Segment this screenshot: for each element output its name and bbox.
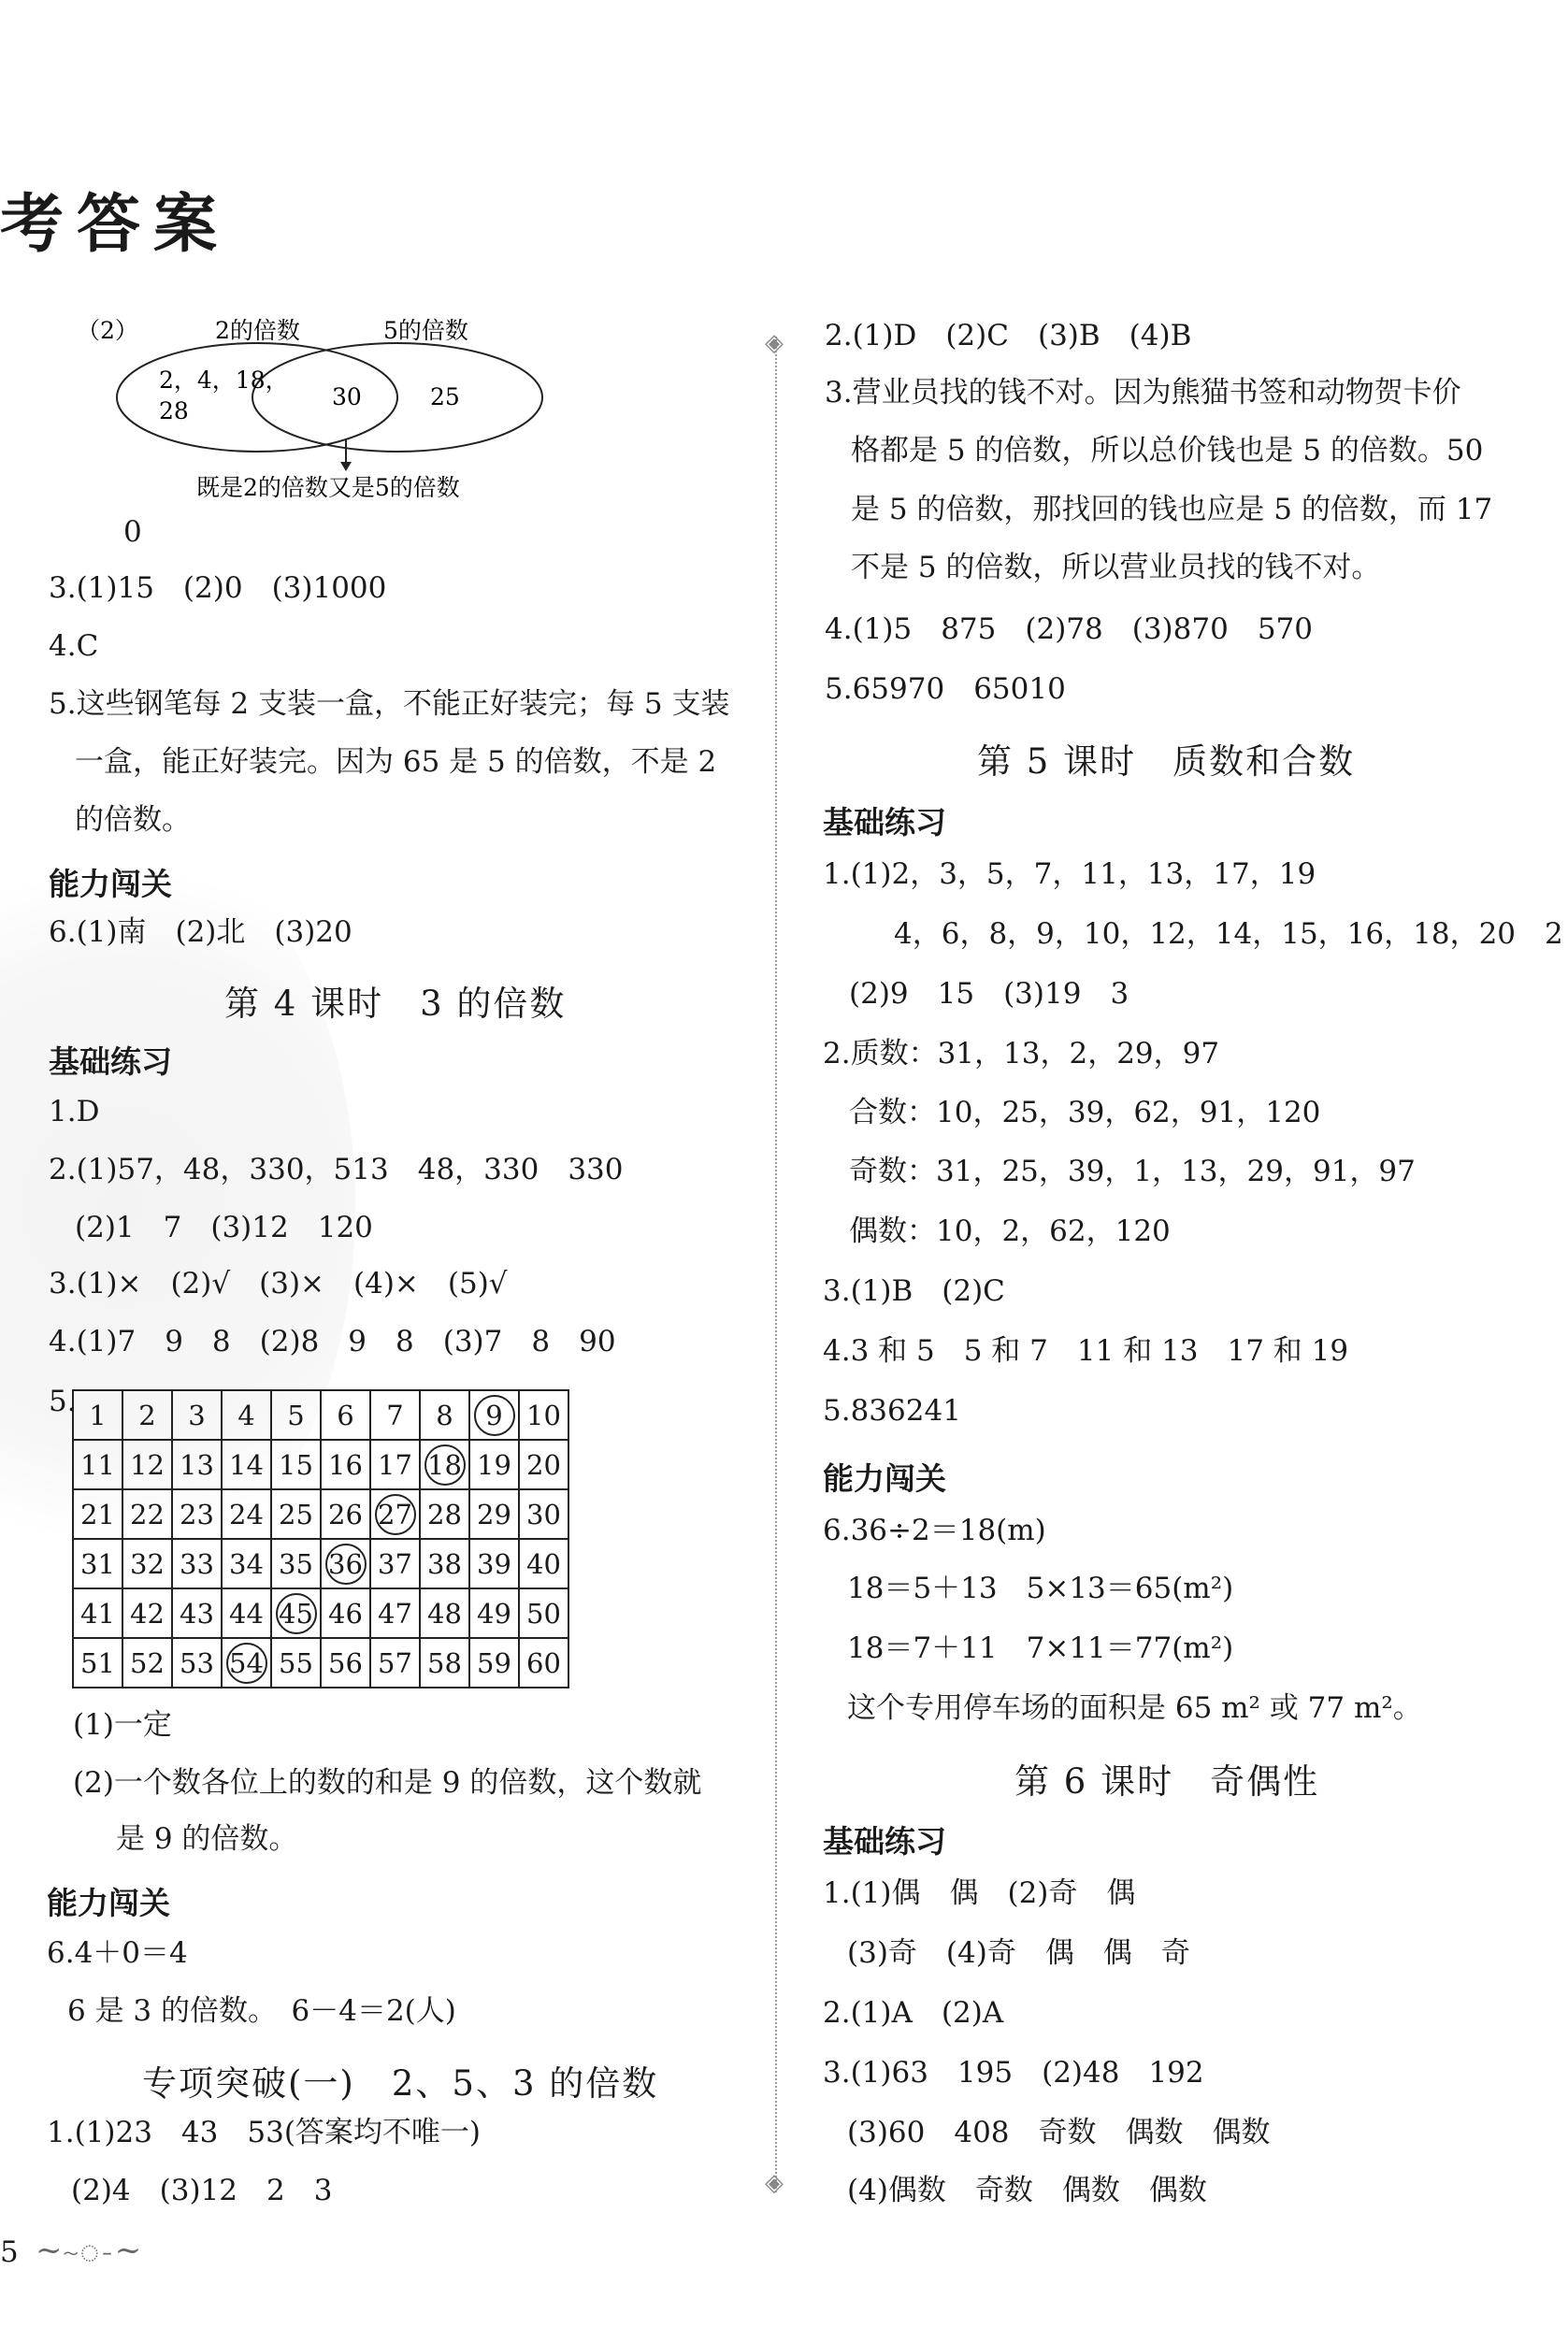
page-number: 5 [0, 2235, 19, 2269]
section-ability-4: 能力闯关 [47, 1885, 170, 1921]
lesson5-q6-line1: 6.36÷2＝18(m) [823, 1514, 1046, 1547]
lesson-5-heading: 第 5 课时 质数和合数 [977, 741, 1356, 782]
grid-cell: 55 [271, 1638, 321, 1688]
hundred-grid [72, 1389, 569, 1688]
venn-a-values-1: 2，4，18， [159, 366, 289, 394]
grid-cell: 52 [122, 1638, 172, 1688]
circled-number: 45 [276, 1593, 317, 1634]
venn-zero-answer: 0 [123, 515, 142, 549]
lesson6-q3-line2: (3)60 408 奇数 偶数 偶数 [847, 2116, 1271, 2149]
venn-set-a-label: 2的倍数 [215, 317, 300, 344]
venn-set-b-label: 5的倍数 [383, 317, 468, 344]
grid-cell: 50 [519, 1588, 568, 1638]
lesson4-q5-answer2-line1: (2)一个数各位上的数的和是 9 的倍数，这个数就 [73, 1766, 702, 1800]
grid-cell: 25 [271, 1489, 321, 1539]
grid-cell: 19 [469, 1440, 519, 1489]
grid-cell: 59 [469, 1638, 519, 1688]
circled-number: 18 [424, 1444, 466, 1486]
grid-cell: 57 [370, 1638, 420, 1688]
grid-cell-circled [321, 1539, 370, 1588]
grid-cell: 30 [519, 1489, 568, 1539]
lesson6-q1-line1: 1.(1)偶 偶 (2)奇 偶 [823, 1876, 1136, 1910]
section-basic-5: 基础练习 [823, 804, 946, 841]
lesson4-q5-label: 5. [49, 1385, 77, 1418]
grid-cell: 12 [122, 1440, 172, 1489]
lesson4-q2-line2: (2)1 7 (3)12 120 [75, 1211, 373, 1244]
grid-cell: 48 [420, 1588, 469, 1638]
grid-cell: 32 [122, 1539, 172, 1588]
grid-row [73, 1489, 568, 1539]
left-q5-line1: 5.这些钢笔每 2 支装一盒，不能正好装完；每 5 支装 [49, 687, 730, 721]
lesson4-q6-line2: 6 是 3 的倍数。 6－4＝2(人) [67, 1994, 456, 2028]
grid-cell: 38 [420, 1539, 469, 1588]
venn-a-values-2: 28 [159, 397, 189, 424]
lesson6-q3-line1: 3.(1)63 195 (2)48 192 [823, 2056, 1204, 2090]
grid-cell: 5 [271, 1390, 321, 1440]
knot-ornament-top-icon: ◈ [765, 329, 784, 357]
grid-cell: 20 [519, 1440, 568, 1489]
grid-cell: 17 [370, 1440, 420, 1489]
special-q1-line1: 1.(1)23 43 53(答案均不唯一) [47, 2116, 482, 2149]
grid-cell: 4 [222, 1390, 271, 1440]
lesson5-q2-line4: 偶数：10，2，62，120 [849, 1214, 1171, 1248]
venn-question-label: （2） [77, 317, 138, 344]
page-title: 考答案 [0, 187, 231, 262]
venn-intersection-value: 30 [332, 383, 362, 410]
lesson5-q2-line1: 2.质数：31，13，2，29，97 [823, 1037, 1220, 1070]
grid-cell: 7 [370, 1390, 420, 1440]
grid-cell: 33 [172, 1539, 222, 1588]
grid-cell: 37 [370, 1539, 420, 1588]
grid-cell: 49 [469, 1588, 519, 1638]
lesson4-q4: 4.(1)7 9 8 (2)8 9 8 (3)7 8 90 [49, 1325, 616, 1358]
lesson5-q6-line3: 18＝7＋11 7×11＝77(m²) [847, 1631, 1234, 1665]
grid-cell: 60 [519, 1638, 568, 1688]
grid-cell: 8 [420, 1390, 469, 1440]
lesson5-q1-line1: 1.(1)2，3，5，7，11，13，17，19 [823, 857, 1316, 891]
lesson5-q4: 4.3 和 5 5 和 7 11 和 13 17 和 19 [823, 1334, 1349, 1368]
lesson4-q6-line1: 6.4＋0＝4 [47, 1936, 188, 1970]
left-q4: 4.C [49, 629, 99, 663]
grid-cell-circled [271, 1588, 321, 1638]
grid-cell: 58 [420, 1638, 469, 1688]
lesson4-q5-answer1: (1)一定 [73, 1708, 172, 1742]
grid-cell-circled [370, 1489, 420, 1539]
lesson4-q3: 3.(1)× (2)√ (3)× (4)× (5)√ [49, 1267, 508, 1300]
special-q1-line2: (2)4 (3)12 2 3 [71, 2174, 333, 2207]
grid-cell: 16 [321, 1440, 370, 1489]
grid-cell: 2 [122, 1390, 172, 1440]
grid-cell: 23 [172, 1489, 222, 1539]
circled-number: 54 [226, 1643, 267, 1684]
venn-b-values: 25 [430, 383, 460, 410]
grid-cell: 28 [420, 1489, 469, 1539]
grid-row [73, 1440, 568, 1489]
right-q4: 4.(1)5 875 (2)78 (3)870 570 [825, 612, 1313, 646]
lesson5-q3: 3.(1)B (2)C [823, 1274, 1005, 1308]
right-q3-line3: 是 5 的倍数，那找回的钱也应是 5 的倍数，而 17 [851, 493, 1493, 526]
grid-cell: 35 [271, 1539, 321, 1588]
grid-cell: 43 [172, 1588, 222, 1638]
venn-arrow-head [340, 462, 352, 471]
lesson6-q1-line2: (3)奇 (4)奇 偶 偶 奇 [847, 1936, 1190, 1970]
grid-cell: 47 [370, 1588, 420, 1638]
grid-cell: 46 [321, 1588, 370, 1638]
grid-cell: 56 [321, 1638, 370, 1688]
venn-diagram [56, 309, 598, 514]
grid-cell: 40 [519, 1539, 568, 1588]
lesson5-q2-line3: 奇数：31，25，39，1，13，29，91，97 [849, 1155, 1416, 1188]
column-divider [775, 337, 777, 2192]
grid-cell-circled [222, 1638, 271, 1688]
lesson5-q6-line4: 这个专用停车场的面积是 65 m² 或 77 m²。 [847, 1691, 1422, 1725]
grid-cell: 41 [73, 1588, 122, 1638]
grid-cell: 39 [469, 1539, 519, 1588]
grid-cell: 34 [222, 1539, 271, 1588]
special-heading: 专项突破(一) 2、5、3 的倍数 [142, 2063, 659, 2104]
grid-cell: 53 [172, 1638, 222, 1688]
lesson5-q1-line2: 4，6，8，9，10，12，14，15，16，18，20 2 [894, 917, 1563, 951]
lesson-4-heading: 第 4 课时 3 的倍数 [224, 984, 567, 1024]
grid-cell: 24 [222, 1489, 271, 1539]
grid-cell: 11 [73, 1440, 122, 1489]
grid-cell: 31 [73, 1539, 122, 1588]
grid-cell: 22 [122, 1489, 172, 1539]
grid-row [73, 1588, 568, 1638]
grid-cell: 3 [172, 1390, 222, 1440]
section-ability-1: 能力闯关 [49, 866, 172, 902]
grid-cell: 42 [122, 1588, 172, 1638]
grid-cell: 29 [469, 1489, 519, 1539]
knot-ornament-bottom-icon: ◈ [765, 2169, 784, 2197]
left-q5-line3: 的倍数。 [75, 803, 191, 837]
grid-cell: 15 [271, 1440, 321, 1489]
right-q3-line4: 不是 5 的倍数，所以营业员找的钱不对。 [851, 551, 1381, 584]
right-q2: 2.(1)D (2)C (3)B (4)B [825, 319, 1192, 352]
grid-cell: 13 [172, 1440, 222, 1489]
circled-number: 36 [325, 1544, 367, 1585]
grid-cell: 44 [222, 1588, 271, 1638]
grid-cell: 1 [73, 1390, 122, 1440]
grid-cell: 10 [519, 1390, 568, 1440]
lesson-6-heading: 第 6 课时 奇偶性 [1014, 1761, 1320, 1802]
cloud-ornament-icon: ~~ꩽ~ [36, 2232, 142, 2269]
section-ability-5: 能力闯关 [823, 1460, 946, 1497]
right-q3-line1: 3.营业员找的钱不对。因为熊猫书签和动物贺卡价 [825, 376, 1461, 409]
grid-row [73, 1539, 568, 1588]
grid-cell: 26 [321, 1489, 370, 1539]
lesson6-q3-line3: (4)偶数 奇数 偶数 偶数 [847, 2174, 1207, 2207]
grid-cell: 6 [321, 1390, 370, 1440]
grid-cell: 14 [222, 1440, 271, 1489]
circled-number: 9 [474, 1395, 515, 1436]
section-basic-6: 基础练习 [823, 1823, 946, 1860]
circled-number: 27 [375, 1494, 416, 1535]
venn-caption: 既是2的倍数又是5的倍数 [196, 474, 460, 501]
lesson5-q5: 5.836241 [823, 1394, 961, 1428]
section-basic-4: 基础练习 [49, 1043, 172, 1080]
grid-cell: 21 [73, 1489, 122, 1539]
lesson4-q2-line1: 2.(1)57，48，330，513 48，330 330 [49, 1153, 624, 1186]
grid-cell-circled [420, 1440, 469, 1489]
lesson6-q2: 2.(1)A (2)A [823, 1996, 1004, 2030]
lesson4-q1: 1.D [49, 1095, 100, 1128]
grid-row [73, 1390, 568, 1440]
lesson5-q1-line3: (2)9 15 (3)19 3 [849, 977, 1129, 1011]
left-q6: 6.(1)南 (2)北 (3)20 [49, 915, 352, 949]
grid-row [73, 1638, 568, 1688]
right-q3-line2: 格都是 5 的倍数，所以总价钱也是 5 的倍数。50 [851, 434, 1484, 467]
grid-cell: 51 [73, 1638, 122, 1688]
lesson5-q6-line2: 18＝5＋13 5×13＝65(m²) [847, 1572, 1234, 1605]
left-q3: 3.(1)15 (2)0 (3)1000 [49, 571, 387, 605]
lesson4-q5-answer2-line2: 是 9 的倍数。 [116, 1822, 298, 1856]
right-q5: 5.65970 65010 [825, 672, 1066, 706]
lesson5-q2-line2: 合数：10，25，39，62，91，120 [849, 1096, 1321, 1129]
left-q5-line2: 一盒，能正好装完。因为 65 是 5 的倍数，不是 2 [75, 745, 717, 779]
grid-cell-circled [469, 1390, 519, 1440]
